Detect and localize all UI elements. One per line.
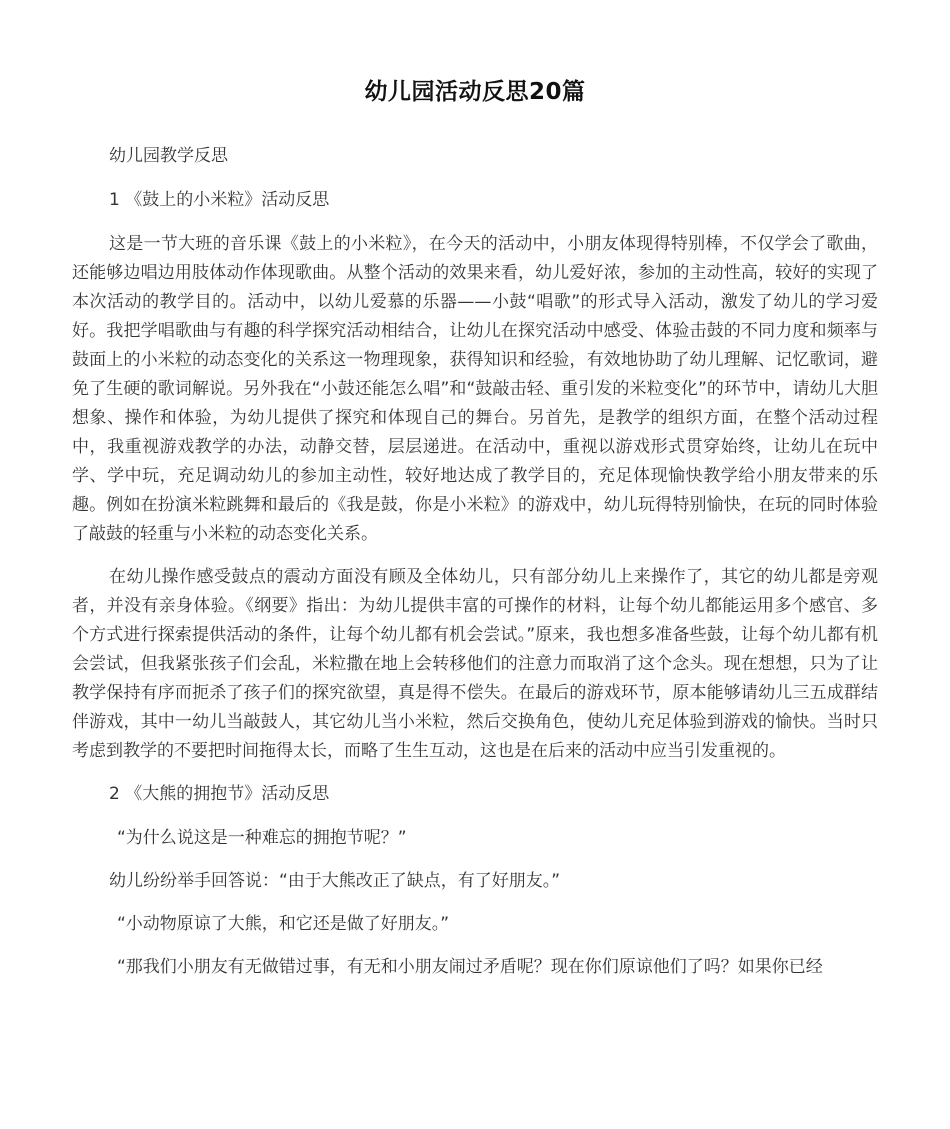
activity-heading-1: 1 《鼓上的小米粒》活动反思 [109,190,330,210]
activity-heading-2: 2 《大熊的拥抱节》活动反思 [109,784,330,804]
section-label: 幼儿园教学反思 [109,146,228,166]
document-title: 幼儿园活动反思20篇 [364,79,586,105]
dialogue-line: “小动物原谅了大熊，和它还是做了好朋友。” [117,914,450,934]
dialogue-line: “为什么说这是一种难忘的拥抱节呢？” [117,828,407,848]
body-paragraph: 在幼儿操作感受鼓点的震动方面没有顾及全体幼儿，只有部分幼儿上来操作了，其它的幼儿都是旁观者，并没有亲身体验。《纲要》指出：为幼儿提供丰富的可操作的材料，让每个幼儿都能运用多个感官、多个方式进行探索提供活动的条件，让每个幼儿都有机会尝试。”原来，我也想多准备些鼓，让每个幼儿都有机会尝试，但我紧张孩子们会乱，米粒撒在地上会转移他们的注意力而取消了这个念头。现在想想，只为了让教学保持有序而扼杀了孩子们的探究欲望，真是得不偿失。在最后的游戏环节，原本能够请幼儿三五成群结伴游戏，其中一幼儿当敲鼓人，其它幼儿当小米粒，然后交换角色，使幼儿充足体验到游戏的愉快。当时只考虑到教学的不要把时间拖得太长，而略了生生互动，这也是在后来的活动中应当引发重视的。 [72,567,878,761]
dialogue-line: 幼儿纷纷举手回答说：“由于大熊改正了缺点，有了好朋友。” [109,871,561,891]
dialogue-line: “那我们小朋友有无做错过事，有无和小朋友闹过矛盾呢？现在你们原谅他们了吗？如果你已经 [117,957,823,977]
body-paragraph: 这是一节大班的音乐课《鼓上的小米粒》，在今天的活动中，小朋友体现得特别棒，不仅学会了歌曲，还能够边唱边用肢体动作体现歌曲。从整个活动的效果来看，幼儿爱好浓，参加的主动性高，较好的实现了本次活动的教学目的。活动中，以幼儿爱慕的乐器——小鼓“唱歌”的形式导入活动，激发了幼儿的学习爱好。我把学唱歌曲与有趣的科学探究活动相结合，让幼儿在探究活动中感受、体验击鼓的不同力度和频率与鼓面上的小米粒的动态变化的关系这一物理现象，获得知识和经验，有效地协助了幼儿理解、记忆歌词，避免了生硬的歌词解说。另外我在“小鼓还能怎么唱”和“鼓敲击轻、重引发的米粒变化”的环节中，请幼儿大胆想象、操作和体验，为幼儿提供了探究和体现自己的舞台。另首先，是教学的组织方面，在整个活动过程中，我重视游戏教学的办法，动静交替，层层递进。在活动中，重视以游戏形式贯穿始终，让幼儿在玩中学、学中玩，充足调动幼儿的参加主动性，较好地达成了教学目的，充足体现愉快教学给小朋友带来的乐趣。例如在扮演米粒跳舞和最后的《我是鼓，你是小米粒》的游戏中，幼儿玩得特别愉快，在玩的同时体验了敲鼓的轻重与小米粒的动态变化关系。 [72,234,878,544]
